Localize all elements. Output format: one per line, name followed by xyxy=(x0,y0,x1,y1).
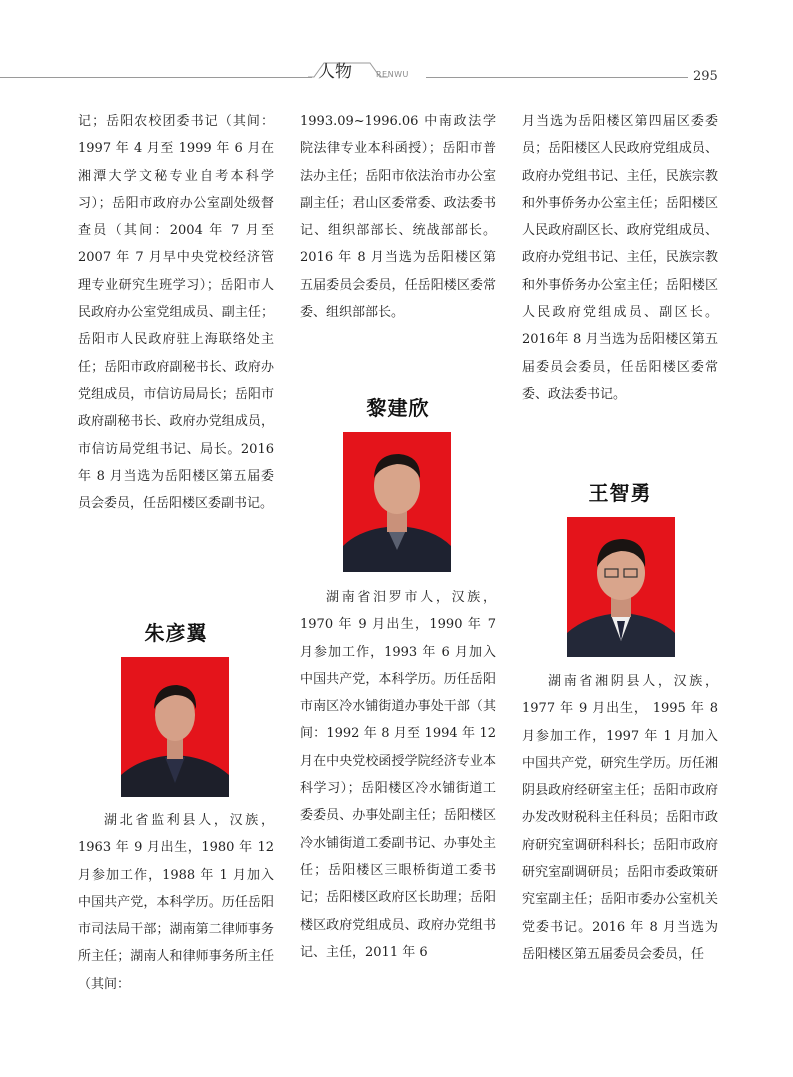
biography-text-person-1: 湖北省监利县人，汉族，1963 年 9 月出生，1980 年 12 月参加工作，1988 年 1 月加入中国共产党，本科学历。历任岳阳市司法局干部；湖南第二律师事务所主任；湖南人和律师事务所主任（其间： xyxy=(78,813,274,992)
header-rule-right xyxy=(426,77,688,78)
column-3-text-bottom xyxy=(522,668,718,968)
page-number: 295 xyxy=(693,69,718,84)
person-photo-3 xyxy=(567,517,675,657)
column-1-text-bottom xyxy=(78,807,274,998)
person-photo-1 xyxy=(121,657,229,797)
column-2-text-top xyxy=(300,108,496,326)
biography-continued-text: 1993.09~1996.06 中南政法学院法律专业本科函授）；岳阳市普法办主任；岳阳市依法治市办公室副主任；君山区委常委、政法委书记、组织部部长、统战部部长。2016 年 8 月当选为岳阳楼区第五届委员会委员，任岳阳楼区委常委、组织部部长。 xyxy=(300,114,496,321)
person-photo-2 xyxy=(343,432,451,572)
section-subtitle: RENWU xyxy=(376,70,409,79)
biography-continued-text: 月当选为岳阳楼区第四届区委委员；岳阳楼区人民政府党组成员、政府办党组书记、主任，民族宗教和外事侨务办公室主任；岳阳楼区人民政府副区长、政府党组成员、政府办党组书记、主任，民族宗教和外事侨务办公室主任；岳阳楼区人民政府党组成员、副区长。2016年 8 月当选为岳阳楼区第五届委员会委员，任岳阳楼区委常委、政法委书记。 xyxy=(522,114,718,402)
column-1-text-top xyxy=(78,108,274,517)
biography-continued-text: 记；岳阳农校团委书记（其间：1997 年 4 月至 1999 年 6 月在湘潭大学文秘专业自考本科学习）；岳阳市政府办公室副处级督查员（其间：2004 年 7 月至 2007 年 7 月早中央党校经济管理专业研究生班学习）；岳阳市人民政府办公室党组成员、副主任；岳阳市人民政府驻上海联络处主任；岳阳市政府副秘书长、政府办党组成员，市信访局局长；岳阳市政府副秘书长、政府办党组成员，市信访局党组书记、局长。2016年 8 月当选为岳阳楼区第五届委员会委员，任岳阳楼区委副书记。 xyxy=(78,114,274,512)
biography-text-person-3: 湖南省湘阴县人，汉族，1977 年 9 月出生， 1995 年 8 月参加工作，1997 年 1 月加入中国共产党，研究生学历。历任湘阴县政府经研室主任；岳阳市政府办发改财税科主任科员；岳阳市政府研究室调研科科长；岳阳市政府研究室副调研员；岳阳市委政策研究室副主任；岳阳市委办公室机关党委书记。2016 年 8 月当选为岳阳楼区第五届委员会委员，任 xyxy=(522,674,718,962)
header-rule-left xyxy=(0,77,312,78)
column-2-text-bottom xyxy=(300,584,496,966)
biography-text-person-2: 湖南省汨罗市人，汉族，1970 年 9 月出生，1990 年 7 月参加工作，1993 年 6 月加入中国共产党，本科学历。历任岳阳市南区冷水铺街道办事处干部（其间：1992 年 8 月至 1994 年 12 月在中央党校函授学院经济专业本科学习）；岳阳楼区冷水铺街道工委委员、办事处副主任；岳阳楼区冷水铺街道工委副书记、办事处主任；岳阳楼区三眼桥街道工委书记；岳阳楼区政府区长助理；岳阳楼区政府党组成员、政府办党组书记、主任，2011 年 6 xyxy=(300,590,496,960)
person-name-3: 王智勇 xyxy=(588,481,652,505)
person-name-2: 黎建欣 xyxy=(366,396,430,420)
person-name-1: 朱彦翼 xyxy=(144,621,208,645)
section-title: 人物 xyxy=(318,62,352,82)
column-3-text-top xyxy=(522,108,718,408)
